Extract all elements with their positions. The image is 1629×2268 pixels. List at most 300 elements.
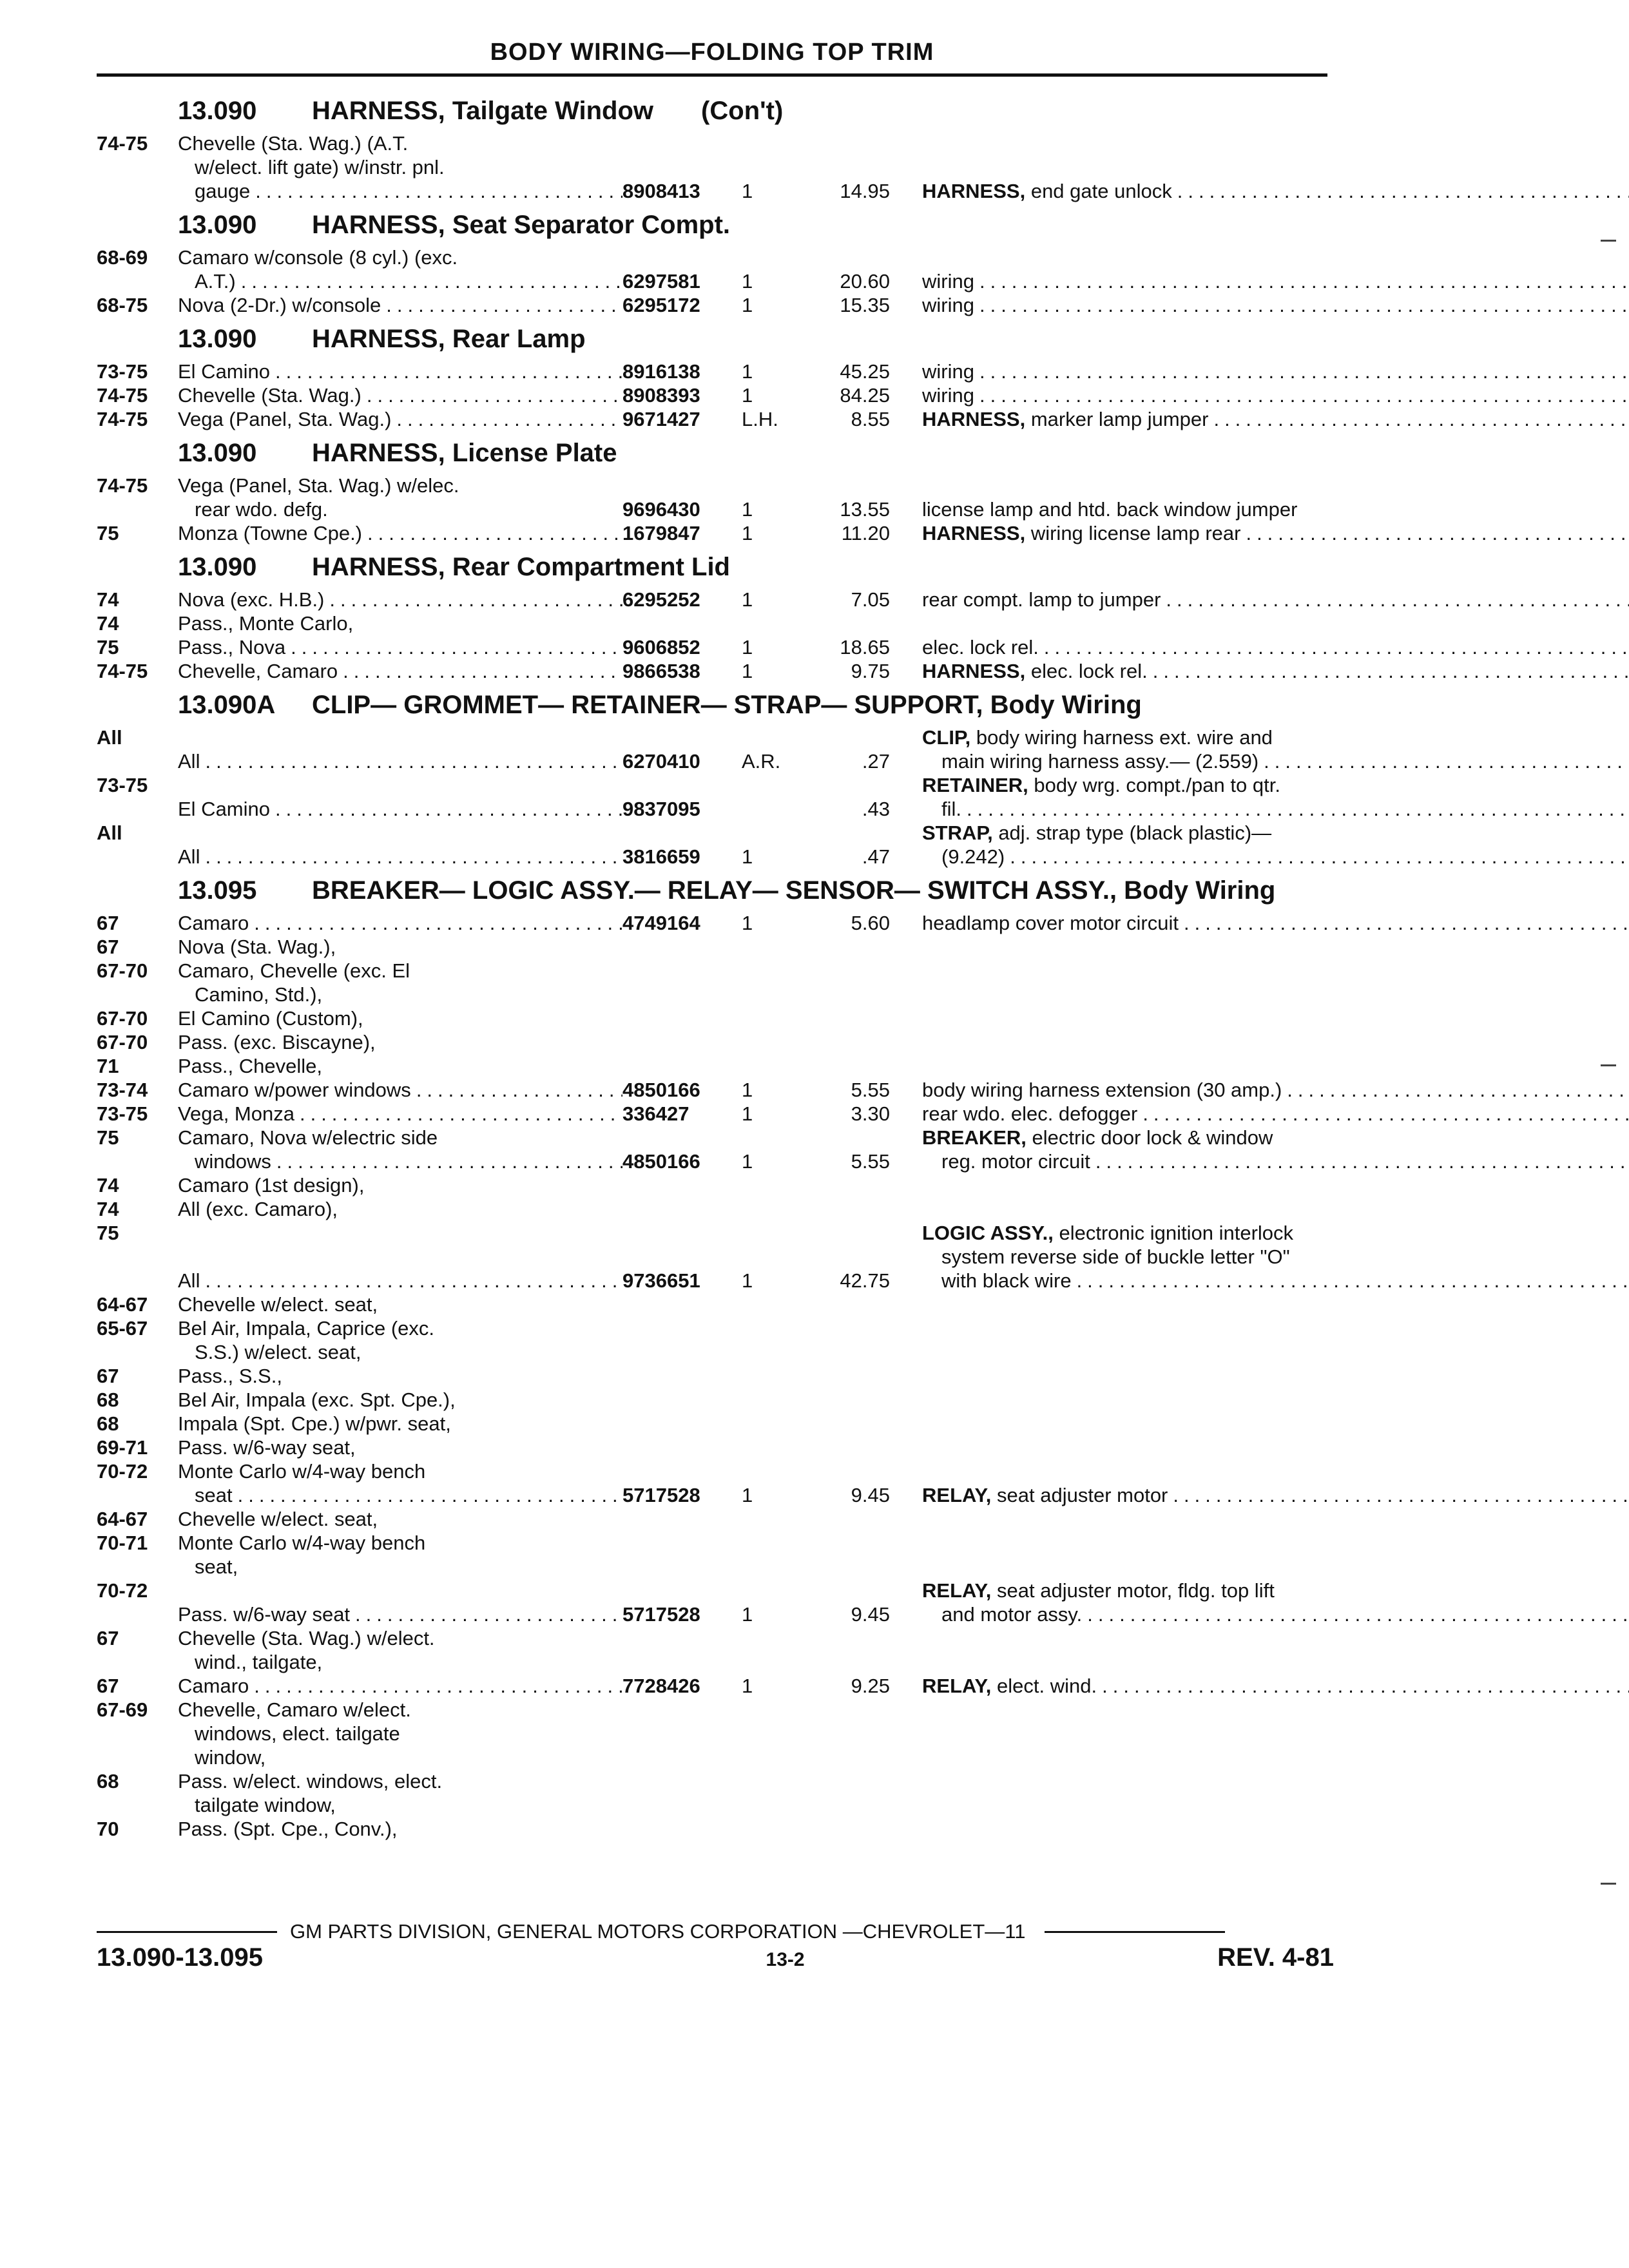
- section-number: 13.090: [178, 211, 257, 239]
- row-years: 70-72: [97, 1579, 148, 1602]
- dot-leader: [967, 797, 1629, 821]
- description: [922, 360, 1629, 383]
- description-text: marker lamp jumper: [1030, 408, 1209, 430]
- row-model: [178, 1006, 622, 1030]
- description-line: [922, 1483, 1629, 1507]
- description-text-wrap: [922, 179, 1172, 203]
- model-line: [178, 659, 622, 683]
- table-row: [97, 1221, 1334, 1293]
- row-model: [178, 1602, 622, 1626]
- part-number: 9736651: [622, 1269, 700, 1292]
- row-years: 69-71: [97, 1436, 148, 1459]
- dot-leader: [367, 521, 622, 545]
- description-text: body wrg. compt./pan to qtr.: [1034, 774, 1280, 796]
- row-years: 74-75: [97, 132, 148, 155]
- description-line: [922, 588, 1629, 611]
- description-line: [922, 497, 1334, 521]
- row-years: All: [97, 822, 122, 844]
- price: 11.20: [841, 522, 890, 544]
- description-text-wrap: [941, 1602, 1082, 1626]
- section-title: [312, 876, 1334, 905]
- model-text: Pass. w/6-way seat: [178, 1603, 351, 1626]
- model-line: [178, 1745, 622, 1769]
- table-row: [97, 1006, 1334, 1030]
- row-model: [178, 1459, 622, 1507]
- description: [922, 1102, 1629, 1126]
- row-model: [178, 911, 622, 935]
- model-text: El Camino: [178, 360, 270, 383]
- description-keyword: RELAY,: [922, 1579, 992, 1602]
- description: [922, 1126, 1629, 1173]
- dot-leader: [343, 659, 622, 683]
- row-years: 67-70: [97, 1007, 148, 1030]
- description-line: [922, 659, 1629, 683]
- model-line: [178, 1316, 622, 1340]
- description-keyword: HARNESS,: [922, 660, 1026, 682]
- model-line: [178, 935, 622, 959]
- row-years: 75: [97, 522, 119, 544]
- model-text: Chevelle (Sta. Wag.): [178, 384, 361, 407]
- description-text-wrap: [922, 1102, 1137, 1126]
- price: 9.45: [851, 1484, 890, 1506]
- model-text: window,: [195, 1746, 266, 1769]
- row-model: [178, 1698, 622, 1769]
- row-model: [178, 845, 622, 869]
- description-keyword: RELAY,: [922, 1484, 992, 1506]
- row-model: [178, 1173, 622, 1197]
- description-text: body wiring harness ext. wire and: [976, 726, 1273, 749]
- dot-leader: [255, 179, 622, 203]
- section-heading: [97, 211, 1334, 239]
- description-text: wiring: [922, 360, 974, 383]
- row-model: [178, 1507, 622, 1531]
- row-model: [178, 1436, 622, 1459]
- description-text-wrap: [941, 749, 1258, 773]
- model-text: gauge: [195, 180, 251, 202]
- dot-leader: [1142, 1102, 1629, 1126]
- model-line: [178, 1126, 622, 1149]
- price: 84.25: [840, 384, 890, 407]
- price: 5.60: [851, 912, 890, 934]
- model-line: [178, 1626, 622, 1650]
- table-row: [97, 1626, 1334, 1674]
- model-line: [178, 959, 622, 983]
- model-line: [178, 1459, 622, 1483]
- description-line: [922, 1078, 1629, 1102]
- row-model: [178, 1531, 622, 1579]
- description-line: [922, 383, 1629, 407]
- model-text: seat,: [195, 1555, 238, 1578]
- description-text: fil.: [941, 798, 961, 820]
- price: 15.35: [840, 294, 890, 316]
- description: [922, 293, 1629, 317]
- model-text: Chevelle (Sta. Wag.) w/elect.: [178, 1627, 435, 1649]
- dot-leader: [1184, 911, 1629, 935]
- model-line: [178, 749, 622, 773]
- dot-leader: [205, 1269, 622, 1293]
- description: [922, 659, 1629, 683]
- model-line: [178, 1364, 622, 1388]
- description-text-wrap: [922, 293, 974, 317]
- model-text: Camaro: [178, 912, 249, 934]
- description-text-wrap: [922, 1078, 1282, 1102]
- description-text: wiring license lamp rear: [1030, 522, 1241, 544]
- model-text: Camaro (1st design),: [178, 1174, 365, 1196]
- description: [922, 383, 1629, 407]
- row-model: [178, 635, 622, 659]
- table-row: [97, 383, 1334, 407]
- price: 45.25: [840, 360, 890, 383]
- model-line: [178, 1483, 622, 1507]
- model-text: seat: [195, 1484, 233, 1506]
- row-model: [178, 959, 622, 1006]
- description-text-wrap: [922, 498, 1297, 521]
- dot-leader: [386, 293, 622, 317]
- description-line: [922, 293, 1629, 317]
- section-heading: [97, 553, 1334, 581]
- dot-leader: [329, 588, 622, 611]
- row-model: [178, 588, 622, 611]
- part-number: 5717528: [622, 1484, 700, 1506]
- description-line: [922, 1674, 1629, 1698]
- quantity: 1: [742, 180, 753, 202]
- description: [922, 1579, 1629, 1626]
- row-model: [178, 245, 622, 293]
- quantity: 1: [742, 522, 753, 544]
- description: [922, 269, 1629, 293]
- description-keyword: HARNESS,: [922, 180, 1026, 202]
- table-row: [97, 1102, 1334, 1126]
- model-line: [178, 1507, 622, 1531]
- model-text: Nova (exc. H.B.): [178, 588, 325, 611]
- quantity: 1: [742, 1269, 753, 1292]
- section-heading: [97, 691, 1334, 719]
- footer-rule-right: [1045, 1931, 1225, 1933]
- model-line: [178, 1531, 622, 1555]
- model-line: [178, 1340, 622, 1364]
- description: [922, 821, 1629, 869]
- description-text: electric door lock & window: [1032, 1126, 1273, 1149]
- model-line: [178, 269, 622, 293]
- model-text: S.S.) w/elect. seat,: [195, 1341, 361, 1363]
- section-heading: [97, 876, 1334, 905]
- row-years: 75: [97, 1222, 119, 1244]
- description-line: [922, 845, 1629, 869]
- model-text: Vega (Panel, Sta. Wag.): [178, 408, 392, 430]
- section-title-text: HARNESS, Rear Compartment Lid: [312, 553, 730, 581]
- section-title-text: HARNESS, License Plate: [312, 439, 617, 467]
- description-text: rear wdo. elec. defogger: [922, 1102, 1138, 1125]
- description-text-wrap: [922, 407, 1208, 431]
- table-row: [97, 293, 1334, 317]
- description-line: [922, 1245, 1629, 1269]
- row-model: [178, 1674, 622, 1698]
- row-model: [178, 1293, 622, 1316]
- parts-catalog-content: [97, 89, 1334, 1841]
- model-text: All: [178, 750, 200, 773]
- model-line: [178, 179, 622, 203]
- description-text: wiring: [922, 294, 974, 316]
- description-text: wiring: [922, 384, 974, 407]
- row-model: [178, 611, 622, 635]
- description-text-wrap: [922, 822, 1271, 844]
- quantity: 1: [742, 588, 753, 611]
- table-row: [97, 1126, 1334, 1173]
- dot-leader: [1287, 1078, 1629, 1102]
- description-text-wrap: [941, 845, 1005, 869]
- price: 9.25: [851, 1675, 890, 1697]
- description: [922, 179, 1629, 203]
- description: [922, 497, 1334, 521]
- part-number: 6295252: [622, 588, 700, 611]
- description-line: [922, 360, 1629, 383]
- part-number: 336427: [622, 1102, 689, 1125]
- description-text-wrap: [922, 1222, 1293, 1244]
- dot-leader: [1010, 845, 1629, 869]
- description-line: [922, 521, 1629, 545]
- table-row: [97, 959, 1334, 1006]
- description-text: with black wire: [941, 1269, 1072, 1292]
- row-years: 68: [97, 1770, 119, 1792]
- description-text-wrap: [922, 383, 974, 407]
- dot-leader: [1077, 1269, 1629, 1293]
- part-number: 9696430: [622, 498, 700, 521]
- row-years: 75: [97, 1126, 119, 1149]
- row-years: 65-67: [97, 1317, 148, 1340]
- price: 5.55: [851, 1079, 890, 1101]
- row-years: 67-69: [97, 1698, 148, 1721]
- description: [922, 407, 1629, 431]
- part-number: 6295172: [622, 294, 700, 316]
- part-number: 4749164: [622, 912, 700, 934]
- row-years: 70-71: [97, 1532, 148, 1554]
- dot-leader: [1153, 659, 1629, 683]
- section-title: [312, 97, 1334, 125]
- table-row: [97, 659, 1334, 683]
- row-model: [178, 1769, 622, 1817]
- table-row: [97, 935, 1334, 959]
- dot-leader: [396, 407, 622, 431]
- page-title: BODY WIRING—FOLDING TOP TRIM: [490, 39, 934, 66]
- model-text: All: [178, 1269, 200, 1292]
- model-text: Nova (Sta. Wag.),: [178, 936, 336, 958]
- footer-section-range: 13.090-13.095: [97, 1943, 264, 1972]
- section-title-text: CLIP— GROMMET— RETAINER— STRAP— SUPPORT, Body Wiring: [312, 691, 1142, 719]
- model-text: Impala (Spt. Cpe.) w/pwr. seat,: [178, 1412, 451, 1435]
- dot-leader: [1095, 1149, 1629, 1173]
- description-line: [922, 407, 1629, 431]
- section-title-text: HARNESS, Tailgate Window: [312, 97, 654, 125]
- description-line: [922, 1126, 1629, 1149]
- table-row: [97, 1507, 1334, 1531]
- model-text: Bel Air, Impala (exc. Spt. Cpe.),: [178, 1389, 456, 1411]
- description-line: [922, 726, 1629, 749]
- model-line: [178, 911, 622, 935]
- price: 9.45: [851, 1603, 890, 1626]
- description: [922, 1674, 1629, 1698]
- table-row: [97, 911, 1334, 935]
- model-text: Chevelle (Sta. Wag.) (A.T.: [178, 132, 409, 155]
- price: 8.55: [851, 408, 890, 430]
- quantity: 1: [742, 1484, 753, 1506]
- table-row: [97, 611, 1334, 635]
- model-line: [178, 797, 622, 821]
- model-line: [178, 1650, 622, 1674]
- part-number: 3816659: [622, 845, 700, 868]
- model-line: [178, 611, 622, 635]
- model-line: [178, 407, 622, 431]
- row-years: 68-75: [97, 294, 148, 316]
- model-text: wind., tailgate,: [195, 1651, 323, 1673]
- table-row: [97, 1579, 1334, 1626]
- model-line: [178, 1602, 622, 1626]
- dot-leader: [1087, 1602, 1629, 1626]
- description-line: [922, 773, 1629, 797]
- table-row: [97, 773, 1334, 821]
- description: [922, 911, 1629, 935]
- row-years: 74: [97, 612, 119, 635]
- row-model: [178, 1030, 622, 1054]
- dot-leader: [205, 749, 622, 773]
- table-row: [97, 635, 1334, 659]
- description-text-wrap: [922, 659, 1148, 683]
- header-rule: [97, 73, 1327, 77]
- table-row: [97, 407, 1334, 431]
- model-line: [178, 1149, 622, 1173]
- quantity: A.R.: [742, 750, 781, 773]
- description-line: [922, 797, 1629, 821]
- model-line: [178, 383, 622, 407]
- description-line: [922, 749, 1629, 773]
- section-heading: [97, 325, 1334, 353]
- model-line: [178, 155, 622, 179]
- description-line: [922, 1149, 1629, 1173]
- description-text: end gate unlock: [1030, 180, 1172, 202]
- description: [922, 521, 1629, 545]
- model-text: All: [178, 845, 200, 868]
- description-keyword: LOGIC ASSY.,: [922, 1222, 1054, 1244]
- price: 42.75: [840, 1269, 890, 1292]
- model-text: Chevelle w/elect. seat,: [178, 1293, 378, 1316]
- row-years: 74: [97, 588, 119, 611]
- model-text: Camaro: [178, 1675, 249, 1697]
- row-model: [178, 1817, 622, 1841]
- section-number: 13.090: [178, 97, 257, 125]
- description-line: [922, 1221, 1629, 1245]
- model-text: windows: [195, 1150, 271, 1173]
- description: [922, 588, 1629, 611]
- model-text: Pass. (Spt. Cpe., Conv.),: [178, 1818, 398, 1840]
- quantity: 1: [742, 1079, 753, 1101]
- dot-leader: [1166, 588, 1629, 611]
- row-years: 74-75: [97, 660, 148, 682]
- model-line: [178, 1793, 622, 1817]
- model-text: Pass., Monte Carlo,: [178, 612, 354, 635]
- section-number: 13.090: [178, 553, 257, 581]
- row-model: [178, 1197, 622, 1221]
- quantity: 1: [742, 845, 753, 868]
- description-line: [922, 179, 1629, 203]
- price: .43: [862, 798, 890, 820]
- description-text: elec. lock rel.: [1030, 660, 1148, 682]
- model-line: [178, 1722, 622, 1745]
- model-text: Pass., S.S.,: [178, 1365, 282, 1387]
- row-years: 67: [97, 912, 119, 934]
- model-line: [178, 360, 622, 383]
- description-line: [922, 911, 1629, 935]
- dot-leader: [367, 383, 622, 407]
- description: [922, 726, 1629, 773]
- description-text: wiring: [922, 270, 974, 293]
- model-text: Camaro, Nova w/electric side: [178, 1126, 438, 1149]
- dot-leader: [205, 845, 622, 869]
- row-model: [178, 407, 622, 431]
- model-line: [178, 1054, 622, 1078]
- model-line: [178, 1078, 622, 1102]
- price: 3.30: [851, 1102, 890, 1125]
- table-row: [97, 1459, 1334, 1507]
- model-line: [178, 1698, 622, 1722]
- description-text: elec. lock rel.: [922, 636, 1039, 658]
- model-line: [178, 497, 622, 521]
- description-text-wrap: [922, 588, 1161, 611]
- dot-leader: [979, 269, 1629, 293]
- description-line: [922, 635, 1629, 659]
- part-number: 4850166: [622, 1150, 700, 1173]
- row-years: 70-72: [97, 1460, 148, 1483]
- quantity: 1: [742, 660, 753, 682]
- model-line: [178, 1674, 622, 1698]
- description-line: [922, 1579, 1629, 1602]
- quantity: 1: [742, 384, 753, 407]
- section-title: [312, 439, 1334, 467]
- part-number: 5717528: [622, 1603, 700, 1626]
- model-line: [178, 245, 622, 269]
- part-number: 9837095: [622, 798, 700, 820]
- quantity: 1: [742, 294, 753, 316]
- section-title: [312, 211, 1334, 239]
- description: [922, 1483, 1629, 1507]
- description-text: headlamp cover motor circuit: [922, 912, 1179, 934]
- price: 18.65: [840, 636, 890, 658]
- model-text: Monte Carlo w/4-way bench: [178, 1532, 426, 1554]
- model-text: Camino, Std.),: [195, 983, 323, 1006]
- row-model: [178, 1102, 622, 1126]
- table-row: [97, 1054, 1334, 1078]
- section-title: [312, 325, 1334, 353]
- table-row: [97, 474, 1334, 521]
- description-text-wrap: [941, 797, 961, 821]
- model-line: [178, 588, 622, 611]
- row-years: 68: [97, 1412, 119, 1435]
- model-line: [178, 1006, 622, 1030]
- model-line: [178, 845, 622, 869]
- part-number: 1679847: [622, 522, 700, 544]
- row-model: [178, 131, 622, 203]
- section-number: 13.095: [178, 876, 257, 905]
- row-model: [178, 1412, 622, 1436]
- description-text-wrap: [922, 726, 1273, 749]
- description-keyword: RELAY,: [922, 1675, 992, 1697]
- table-row: [97, 245, 1334, 293]
- price: 9.75: [851, 660, 890, 682]
- row-model: [178, 1388, 622, 1412]
- row-years: 74-75: [97, 408, 148, 430]
- quantity: 1: [742, 498, 753, 521]
- row-years: 74-75: [97, 384, 148, 407]
- dot-leader: [1264, 749, 1629, 773]
- section-number: 13.090: [178, 325, 257, 353]
